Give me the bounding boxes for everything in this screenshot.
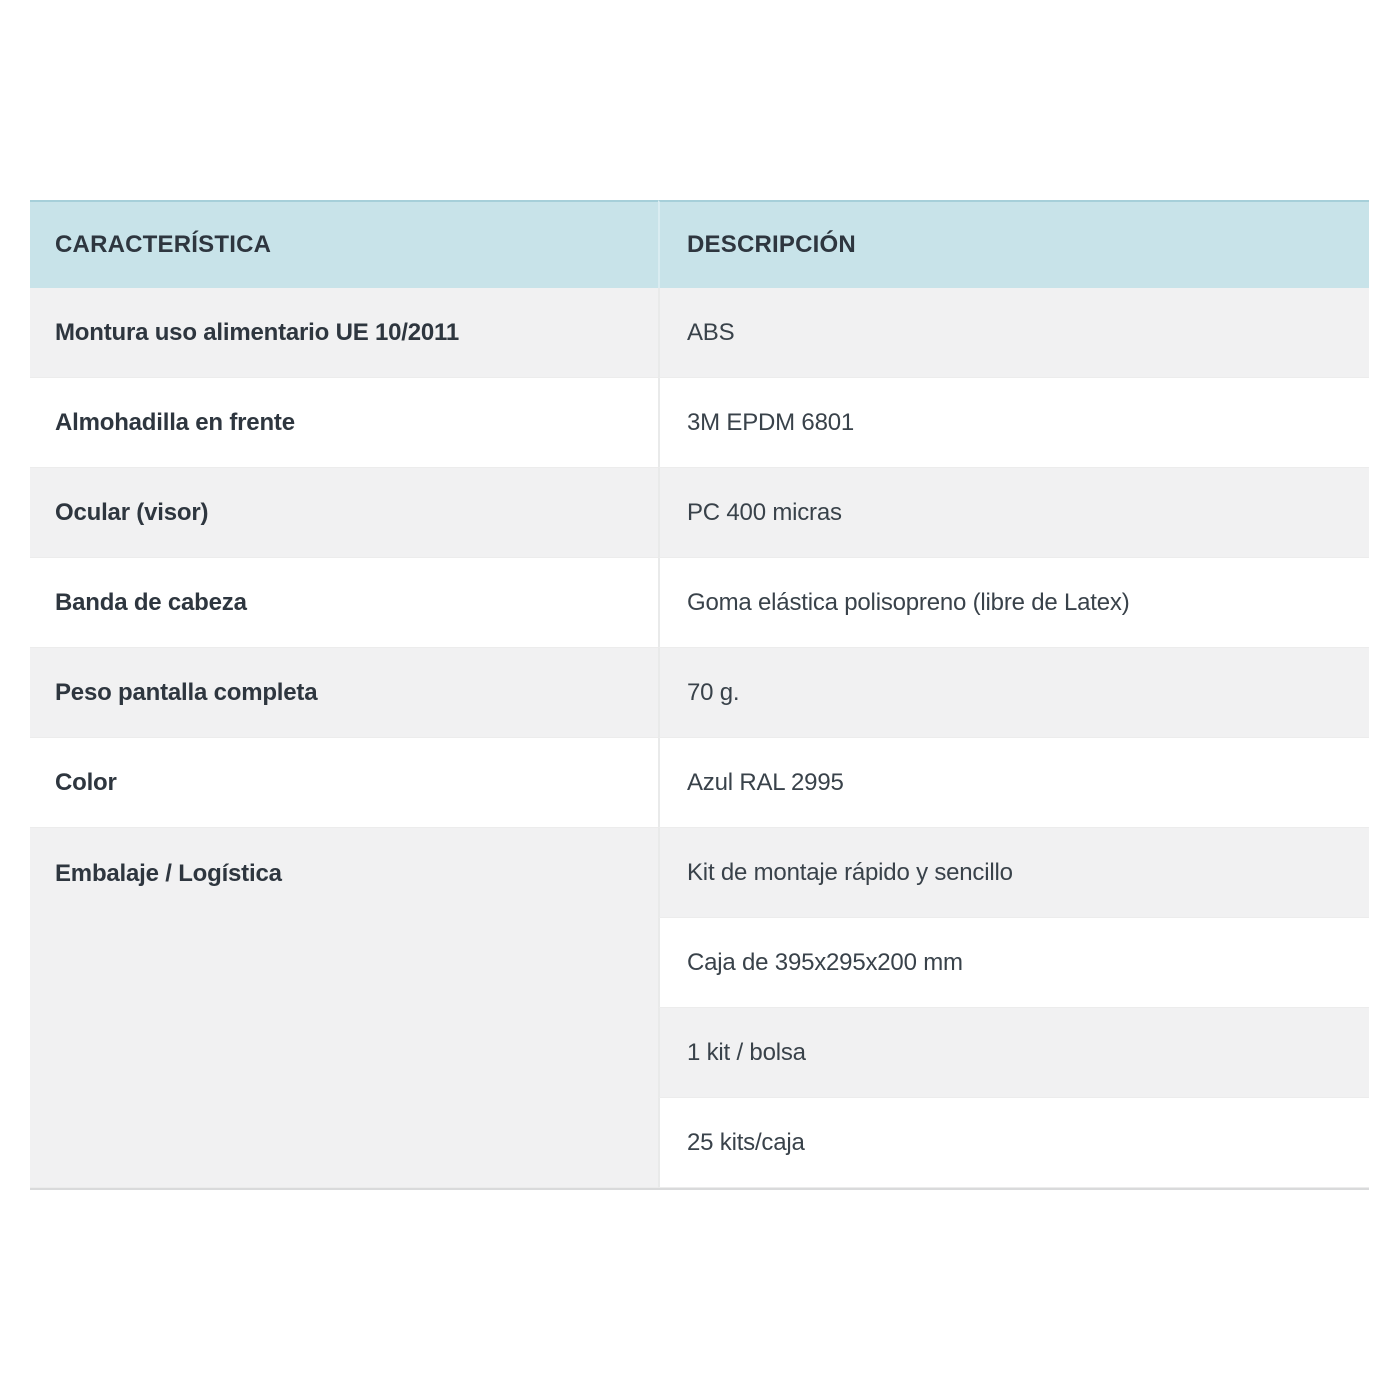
table-row — [30, 288, 1369, 378]
table-row — [30, 828, 1369, 918]
feature-cell: Color — [30, 738, 658, 828]
description-cell: PC 400 micras — [658, 468, 1369, 558]
description-cell: Azul RAL 2995 — [658, 738, 1369, 828]
description-cell: 70 g. — [658, 648, 1369, 738]
description-cell: 1 kit / bolsa — [658, 1008, 1369, 1098]
column-header-caracteristica: CARACTERÍSTICA — [30, 200, 658, 288]
column-header-descripcion: DESCRIPCIÓN — [658, 200, 1369, 288]
feature-cell: Banda de cabeza — [30, 558, 658, 648]
feature-cell: Montura uso alimentario UE 10/2011 — [30, 288, 658, 378]
description-cell: Caja de 395x295x200 mm — [658, 918, 1369, 1008]
description-cell: Kit de montaje rápido y sencillo — [658, 828, 1369, 918]
table-header-row — [30, 200, 1369, 288]
feature-cell: Ocular (visor) — [30, 468, 658, 558]
description-cell: ABS — [658, 288, 1369, 378]
feature-cell: Almohadilla en frente — [30, 378, 658, 468]
table-row — [30, 378, 1369, 468]
feature-cell: Embalaje / Logística — [30, 828, 658, 1188]
feature-cell: Peso pantalla completa — [30, 648, 658, 738]
description-cell: 3M EPDM 6801 — [658, 378, 1369, 468]
table-row — [30, 738, 1369, 828]
spec-table — [30, 200, 1369, 1190]
spec-table-container — [30, 200, 1369, 1190]
description-cell: Goma elástica polisopreno (libre de Latex) — [658, 558, 1369, 648]
table-row — [30, 648, 1369, 738]
description-cell: 25 kits/caja — [658, 1098, 1369, 1188]
table-row — [30, 468, 1369, 558]
table-row — [30, 558, 1369, 648]
